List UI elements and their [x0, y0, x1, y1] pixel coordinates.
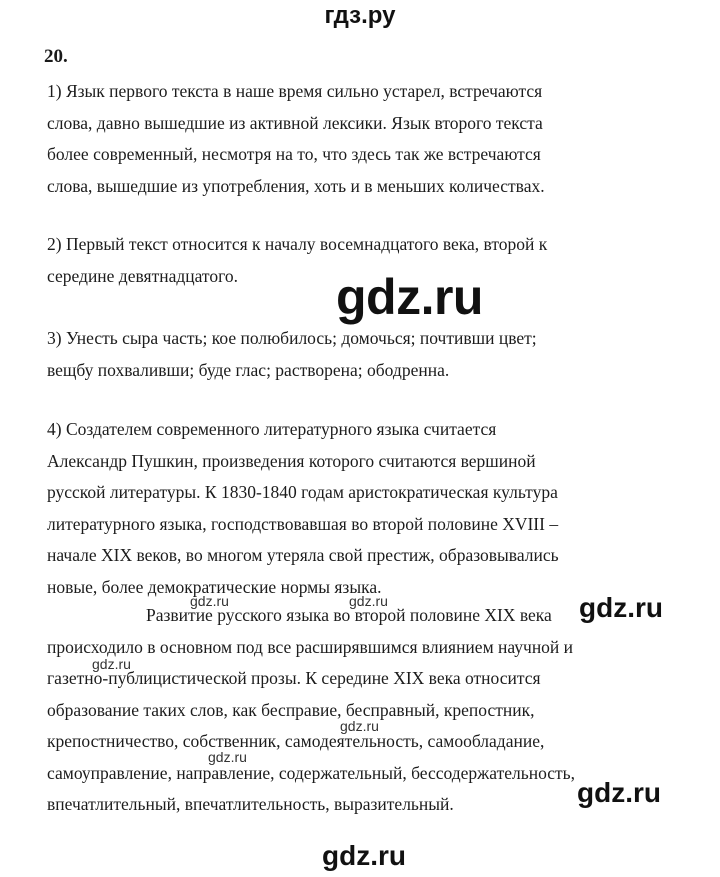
text-line: русской литературы. К 1830-1840 годам аристократическая культура — [47, 482, 558, 502]
text-line: слова, давно вышедшие из активной лексики. Язык второго текста — [47, 112, 543, 133]
text-line: 4) Создателем современного литературного языка считается — [47, 419, 497, 439]
text-line: впечатлительный, впечатлительность, выразительный. — [47, 794, 454, 814]
text-line: Александр Пушкин, произведения которого считаются вершиной — [47, 450, 536, 471]
text-line: 1) Язык первого текста в наше время сильно устарел, встречаются — [47, 81, 543, 101]
watermark-medium: gdz.ru — [579, 592, 663, 623]
answer-paragraph-3 — [47, 323, 537, 386]
watermark-medium: gdz.ru — [577, 777, 661, 808]
text-line: середине девятнадцатого. — [47, 265, 238, 286]
text-line: вещбу похваливши; буде глас; растворена; ободренна. — [47, 359, 450, 380]
watermark-small: gdz.ru — [349, 593, 388, 609]
text-line: 2) Первый текст относится к началу восемнадцатого века, второй к — [47, 234, 548, 254]
text-line: самоуправление, направление, содержательный, бессодержательность, — [47, 762, 576, 783]
watermark-large: gdz.ru — [336, 269, 483, 325]
text-line: образование таких слов, как бесправие, бесправный, крепостник, — [47, 699, 535, 720]
text-line: более современный, несмотря на то, что здесь так же встречаются — [47, 144, 541, 164]
text-line: новые, более демократические нормы языка. — [47, 576, 382, 597]
text-line: начале XIX веков, во многом утеряла свой престиж, образовывались — [47, 545, 559, 565]
text-line: Развитие русского языка во второй половине XIX века — [146, 605, 552, 625]
text-line: слова, вышедшие из употребления, хоть и в меньших количествах. — [47, 175, 545, 196]
task-number: 20. — [44, 46, 68, 67]
answer-paragraph-4 — [47, 414, 559, 603]
text-line: литературного языка, господствовавшая во второй половине XVIII – — [47, 513, 559, 534]
text-line: крепостничество, собственник, самодеятельность, самообладание, — [47, 731, 545, 751]
watermark-small: gdz.ru — [208, 749, 247, 765]
answer-paragraph-1 — [47, 76, 545, 202]
answer-paragraph-5 — [47, 600, 575, 821]
watermark-small: gdz.ru — [92, 656, 131, 672]
watermark-small: gdz.ru — [190, 593, 229, 609]
text-line: 3) Унесть сыра часть; кое полюбилось; домочься; почтивши цвет; — [47, 328, 537, 348]
watermark-medium: gdz.ru — [322, 840, 406, 871]
text-line: газетно-публицистической прозы. К середине XIX века относится — [47, 668, 541, 688]
text-line: происходило в основном под все расширявшимся влиянием научной и — [47, 636, 574, 657]
watermark-small: gdz.ru — [340, 718, 379, 734]
site-title: гдз.ру — [324, 2, 396, 29]
